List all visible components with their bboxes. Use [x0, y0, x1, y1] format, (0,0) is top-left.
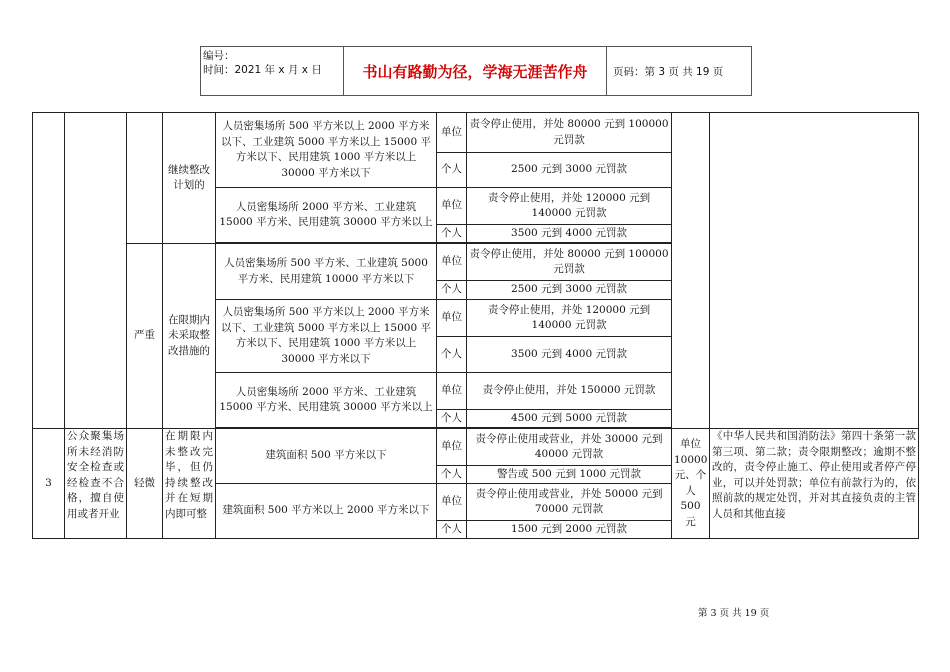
- cell-subcase: 在限期内未采取整改措施的: [163, 244, 216, 429]
- cell-area: 人员密集场所 500 平方米、工业建筑 5000 平方米、民用建筑 10000 平方米以下: [216, 244, 437, 300]
- cell-severity: 轻微: [127, 429, 163, 539]
- penalty-table: [32, 112, 919, 539]
- cell-person-label: 个人: [437, 337, 467, 373]
- cell-area: 人员密集场所 2000 平方米、工业建筑 15000 平方米、民用建筑 30000 平方米以上: [216, 188, 437, 243]
- cell-penalty: 警告或 500 元到 1000 元罚款: [467, 466, 672, 484]
- cell-person-label: 个人: [437, 225, 467, 243]
- cell-penalty: 责令停止使用或营业，并处 30000 元到 40000 元罚款: [467, 429, 672, 466]
- cell-penalty: 责令停止使用，并处 80000 元到 100000 元罚款: [467, 113, 672, 153]
- cell-penalty: 2500 元到 3000 元罚款: [467, 153, 672, 188]
- cell-penalty: 责令停止使用或营业，并处 50000 元到 70000 元罚款: [467, 484, 672, 521]
- page-footer: 第 3 页 共 19 页: [698, 608, 770, 619]
- cell-basis-blank: [710, 113, 919, 429]
- cell-index: 3: [33, 429, 65, 539]
- cell-area: 人员密集场所 2000 平方米、工业建筑 15000 平方米、民用建筑 30000 平方米以上: [216, 373, 437, 428]
- doc-time-label: 时间：2021 年 x 月 x 日: [203, 64, 322, 76]
- cell-severity: 严重: [127, 244, 163, 429]
- cell-penalty: 1500 元到 2000 元罚款: [467, 521, 672, 539]
- cell-unit-label: 单位: [437, 484, 467, 521]
- cell-person-label: 个人: [437, 410, 467, 428]
- page-header: [200, 46, 752, 96]
- cell-penalty: 责令停止使用，并处 120000 元到 140000 元罚款: [467, 188, 672, 225]
- cell-penalty: 3500 元到 4000 元罚款: [467, 225, 672, 243]
- cell-subcase: 在期限内未整改完毕，但仍持续整改并在短期内即可整: [163, 429, 216, 539]
- cell-penalty: 责令停止使用，并处 80000 元到 100000 元罚款: [467, 244, 672, 281]
- cell-penalty: 责令停止使用，并处 120000 元到 140000 元罚款: [467, 300, 672, 337]
- cell-unit-label: 单位: [437, 429, 467, 466]
- doc-number-label: 编号：: [203, 50, 235, 62]
- cell-penalty: 责令停止使用，并处 150000 元罚款: [467, 373, 672, 410]
- header-meta: [201, 47, 344, 95]
- header-page-code: 页码：第 3 页 共 19 页: [613, 65, 724, 78]
- cell-area: 人员密集场所 500 平方米以上 2000 平方米以下、工业建筑 5000 平方米以上 15000 平方米以下、民用建筑 1000 平方米以上 30000 平方米以下: [216, 300, 437, 373]
- cell-penalty: 3500 元到 4000 元罚款: [467, 337, 672, 373]
- cell-case-blank: [65, 113, 127, 429]
- cell-limits: 单位 10000 元、个人 500 元: [672, 429, 710, 539]
- cell-unit-label: 单位: [437, 188, 467, 225]
- cell-person-label: 个人: [437, 281, 467, 300]
- cell-unit-label: 单位: [437, 244, 467, 281]
- cell-area: 人员密集场所 500 平方米以上 2000 平方米以下、工业建筑 5000 平方米以上 15000 平方米以下、民用建筑 1000 平方米以上 30000 平方米以下: [216, 113, 437, 188]
- cell-person-label: 个人: [437, 466, 467, 484]
- cell-index-blank: [33, 113, 65, 429]
- header-motto: 书山有路勤为径，学海无涯苦作舟: [344, 47, 607, 95]
- cell-legal-basis: 《中华人民共和国消防法》第四十条第一款第三项、第二款；责令限期整改；逾期不整改的，责令停止施工、停止使用或者停产停业，可以并处罚款；单位有前款行为的，依照前款的规定处罚，并对其直接负责的主管人员和其他直接: [710, 429, 919, 539]
- cell-limits-blank: [672, 113, 710, 429]
- cell-case: 公众聚集场所未经消防安全检查或经检查不合格，擅自使用或者开业: [65, 429, 127, 539]
- cell-subcase: 继续整改计划的: [163, 113, 216, 244]
- cell-unit-label: 单位: [437, 373, 467, 410]
- cell-penalty: 2500 元到 3000 元罚款: [467, 281, 672, 300]
- cell-unit-label: 单位: [437, 113, 467, 153]
- cell-penalty: 4500 元到 5000 元罚款: [467, 410, 672, 428]
- table-row: [33, 113, 919, 153]
- cell-unit-label: 单位: [437, 300, 467, 337]
- cell-area: 建筑面积 500 平方米以下: [216, 429, 437, 484]
- cell-person-label: 个人: [437, 153, 467, 188]
- cell-person-label: 个人: [437, 521, 467, 539]
- table-row: [33, 429, 919, 466]
- cell-severity-blank: [127, 113, 163, 244]
- cell-area: 建筑面积 500 平方米以上 2000 平方米以下: [216, 484, 437, 539]
